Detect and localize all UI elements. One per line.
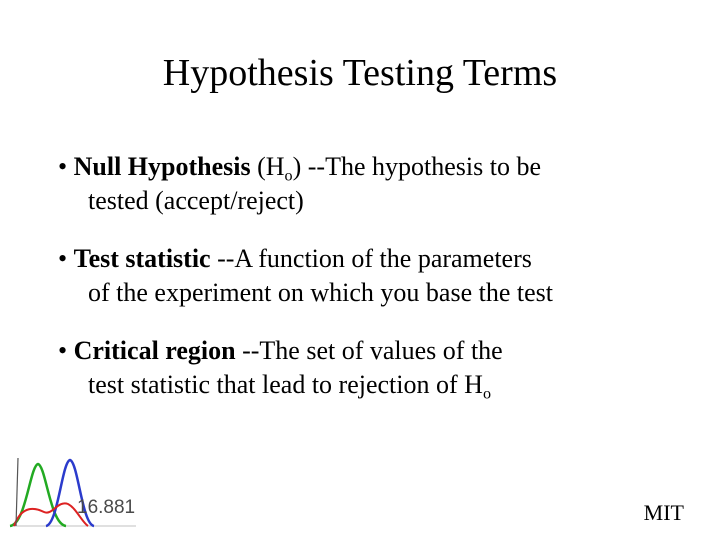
bullet-continuation: tested (accept/reject) — [88, 186, 304, 215]
bullet-continuation — [58, 368, 678, 402]
bullet-term: Test statistic — [73, 244, 211, 273]
bullet-term: Critical region — [73, 336, 236, 365]
footer-mit: MIT — [643, 500, 684, 525]
bullet-continuation: of the experiment on which you base the test — [88, 278, 553, 307]
slide-title: Hypothesis Testing Terms — [162, 52, 558, 94]
bullet-test-statistic — [58, 242, 678, 310]
bullet-marker: • — [58, 336, 68, 365]
bullet-term: Null Hypothesis — [73, 152, 251, 181]
subscript: o — [284, 167, 293, 185]
bullet-text: --A function of the parameters — [210, 244, 532, 273]
bullet-text: test statistic that lead to rejection of H — [88, 370, 483, 399]
distribution-curves-logo-icon — [8, 456, 138, 534]
bullet-text: --The set of values of the — [235, 336, 503, 365]
subscript: o — [482, 385, 492, 403]
bullet-text: (H — [250, 152, 285, 181]
bullet-critical-region — [58, 334, 678, 402]
bullet-null-hypothesis — [58, 150, 678, 218]
course-number-label: 16.881 — [77, 497, 136, 518]
bullet-text: ) --The hypothesis to be — [292, 152, 541, 181]
bullet-marker: • — [58, 244, 68, 273]
bullet-marker: • — [58, 152, 68, 181]
